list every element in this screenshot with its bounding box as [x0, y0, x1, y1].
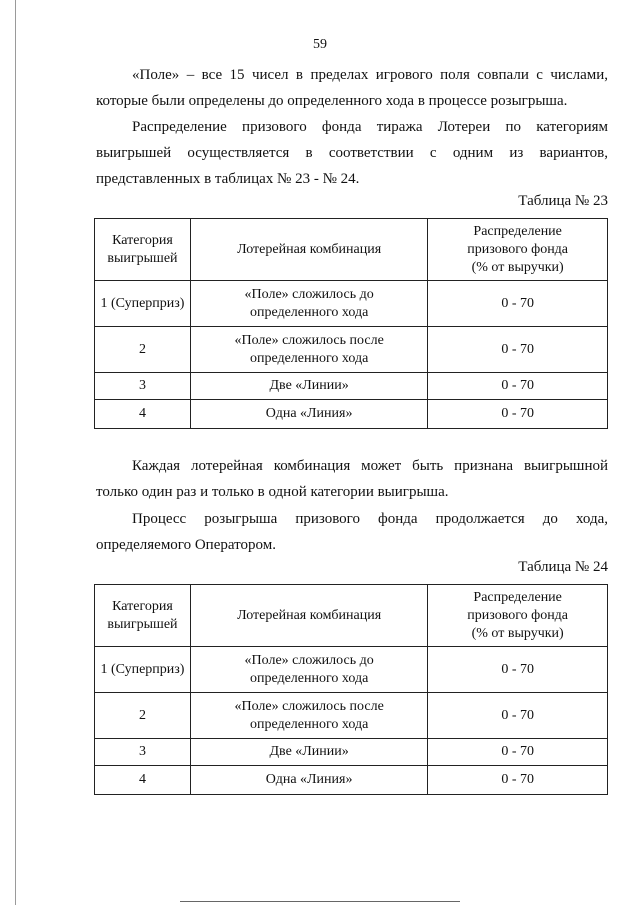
- table-row: [95, 766, 608, 795]
- cell-combination: «Поле» сложилось после определенного хода: [190, 693, 427, 739]
- prize-table-23: [94, 218, 608, 429]
- cell-combination: Одна «Линия»: [190, 400, 427, 429]
- cell-distribution: 0 - 70: [428, 281, 608, 327]
- paragraph-line: представленных в таблицах № 23 - № 24.: [96, 171, 360, 187]
- paragraph-line: Процесс розыгрыша призового фонда продолжается до хода,: [132, 511, 608, 527]
- table-row: [95, 281, 608, 327]
- cell-distribution: 0 - 70: [428, 400, 608, 429]
- cell-distribution: 0 - 70: [428, 766, 608, 795]
- header-distribution: Распределение призового фонда (% от выручки): [428, 585, 608, 647]
- cell-category: 2: [95, 327, 191, 373]
- cell-category: 3: [95, 373, 191, 400]
- table-24-caption: Таблица № 24: [518, 559, 608, 575]
- header-combination: Лотерейная комбинация: [190, 219, 427, 281]
- cell-category: 4: [95, 766, 191, 795]
- cell-combination: «Поле» сложилось после определенного хода: [190, 327, 427, 373]
- table-row: [95, 373, 608, 400]
- header-category: Категория выигрышей: [95, 585, 191, 647]
- table-header-row: [95, 219, 608, 281]
- cell-combination: «Поле» сложилось до определенного хода: [190, 281, 427, 327]
- cell-category: 1 (Суперприз): [95, 647, 191, 693]
- cell-combination: Одна «Линия»: [190, 766, 427, 795]
- cell-category: 1 (Суперприз): [95, 281, 191, 327]
- paragraph-line: которые были определены до определенного хода в процессе розыгрыша.: [96, 93, 568, 109]
- table-row: [95, 647, 608, 693]
- page-number: 59: [313, 37, 327, 52]
- table-row: [95, 400, 608, 429]
- bottom-scan-rule: [180, 901, 460, 902]
- table-row: [95, 327, 608, 373]
- paragraph-line: «Поле» – все 15 чисел в пределах игрового поля совпали с числами,: [132, 67, 608, 83]
- table-23-caption: Таблица № 23: [518, 193, 608, 209]
- paragraph-line: определяемого Оператором.: [96, 537, 276, 553]
- cell-category: 4: [95, 400, 191, 429]
- cell-category: 2: [95, 693, 191, 739]
- paragraph-line: Каждая лотерейная комбинация может быть признана выигрышной: [132, 458, 608, 474]
- page-edge-line: [15, 0, 16, 905]
- cell-distribution: 0 - 70: [428, 739, 608, 766]
- cell-distribution: 0 - 70: [428, 693, 608, 739]
- paragraph-prize-distribution: [96, 114, 608, 192]
- cell-combination: «Поле» сложилось до определенного хода: [190, 647, 427, 693]
- paragraph-line: только один раз и только в одной категории выигрыша.: [96, 484, 449, 500]
- paragraph-single-win: [96, 453, 608, 505]
- paragraph-line: Распределение призового фонда тиража Лотереи по категориям: [132, 119, 608, 135]
- header-distribution: Распределение призового фонда (% от выручки): [428, 219, 608, 281]
- cell-distribution: 0 - 70: [428, 327, 608, 373]
- cell-distribution: 0 - 70: [428, 647, 608, 693]
- cell-combination: Две «Линии»: [190, 739, 427, 766]
- paragraph-field-definition: [96, 62, 608, 114]
- header-combination: Лотерейная комбинация: [190, 585, 427, 647]
- paragraph-line: выигрышей осуществляется в соответствии с одним из вариантов,: [96, 145, 608, 161]
- paragraph-process: [96, 506, 608, 558]
- cell-distribution: 0 - 70: [428, 373, 608, 400]
- header-category: Категория выигрышей: [95, 219, 191, 281]
- prize-table-24: [94, 584, 608, 795]
- table-header-row: [95, 585, 608, 647]
- table-row: [95, 739, 608, 766]
- table-row: [95, 693, 608, 739]
- cell-category: 3: [95, 739, 191, 766]
- cell-combination: Две «Линии»: [190, 373, 427, 400]
